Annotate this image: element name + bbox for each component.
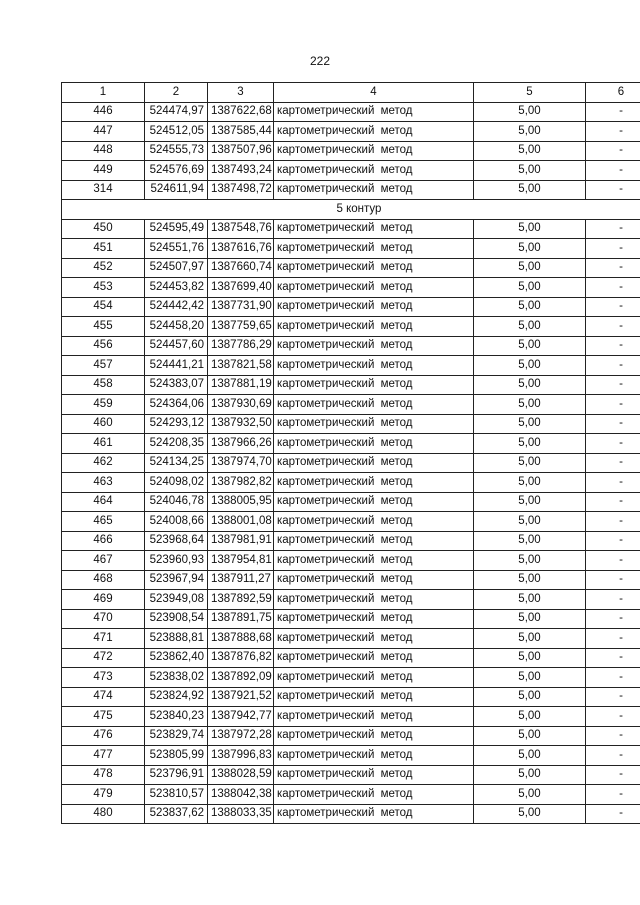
accuracy-cell: 5,00 bbox=[474, 512, 586, 532]
method-cell: картометрический метод bbox=[274, 668, 474, 688]
x-coordinate-cell: 523824,92 bbox=[145, 687, 208, 707]
table-row bbox=[62, 161, 640, 181]
accuracy-cell: 5,00 bbox=[474, 395, 586, 415]
point-number-cell: 459 bbox=[62, 395, 145, 415]
note-cell: - bbox=[586, 161, 640, 181]
accuracy-cell: 5,00 bbox=[474, 804, 586, 824]
x-coordinate-cell: 524611,94 bbox=[145, 180, 208, 200]
method-cell: картометрический метод bbox=[274, 648, 474, 668]
table-row bbox=[62, 122, 640, 142]
x-coordinate-cell: 524383,07 bbox=[145, 375, 208, 395]
x-coordinate-cell: 524576,69 bbox=[145, 161, 208, 181]
table-row bbox=[62, 531, 640, 551]
accuracy-cell: 5,00 bbox=[474, 551, 586, 571]
y-coordinate-cell: 1387660,74 bbox=[208, 258, 274, 278]
note-cell: - bbox=[586, 570, 640, 590]
table-row bbox=[62, 551, 640, 571]
point-number-cell: 477 bbox=[62, 746, 145, 766]
accuracy-cell: 5,00 bbox=[474, 668, 586, 688]
method-cell: картометрический метод bbox=[274, 707, 474, 727]
accuracy-cell: 5,00 bbox=[474, 648, 586, 668]
method-cell: картометрический метод bbox=[274, 746, 474, 766]
accuracy-cell: 5,00 bbox=[474, 746, 586, 766]
table-row bbox=[62, 434, 640, 454]
method-cell: картометрический метод bbox=[274, 122, 474, 142]
note-cell: - bbox=[586, 590, 640, 610]
y-coordinate-cell: 1387981,91 bbox=[208, 531, 274, 551]
x-coordinate-cell: 523949,08 bbox=[145, 590, 208, 610]
note-cell: - bbox=[586, 648, 640, 668]
y-coordinate-cell: 1387507,96 bbox=[208, 141, 274, 161]
table-row bbox=[62, 453, 640, 473]
accuracy-cell: 5,00 bbox=[474, 258, 586, 278]
method-cell: картометрический метод bbox=[274, 239, 474, 259]
y-coordinate-cell: 1387548,76 bbox=[208, 219, 274, 239]
note-cell: - bbox=[586, 765, 640, 785]
method-cell: картометрический метод bbox=[274, 687, 474, 707]
y-coordinate-cell: 1387888,68 bbox=[208, 629, 274, 649]
note-cell: - bbox=[586, 122, 640, 142]
point-number-cell: 469 bbox=[62, 590, 145, 610]
x-coordinate-cell: 523829,74 bbox=[145, 726, 208, 746]
table-row bbox=[62, 765, 640, 785]
method-cell: картометрический метод bbox=[274, 785, 474, 805]
note-cell: - bbox=[586, 531, 640, 551]
method-cell: картометрический метод bbox=[274, 278, 474, 298]
table-row bbox=[62, 395, 640, 415]
method-cell: картометрический метод bbox=[274, 492, 474, 512]
accuracy-cell: 5,00 bbox=[474, 629, 586, 649]
point-number-cell: 450 bbox=[62, 219, 145, 239]
point-number-cell: 468 bbox=[62, 570, 145, 590]
note-cell: - bbox=[586, 395, 640, 415]
method-cell: картометрический метод bbox=[274, 434, 474, 454]
x-coordinate-cell: 523810,57 bbox=[145, 785, 208, 805]
table-row bbox=[62, 180, 640, 200]
note-cell: - bbox=[586, 141, 640, 161]
x-coordinate-cell: 524442,42 bbox=[145, 297, 208, 317]
accuracy-cell: 5,00 bbox=[474, 590, 586, 610]
table-row bbox=[62, 297, 640, 317]
method-cell: картометрический метод bbox=[274, 590, 474, 610]
y-coordinate-cell: 1388001,08 bbox=[208, 512, 274, 532]
method-cell: картометрический метод bbox=[274, 531, 474, 551]
accuracy-cell: 5,00 bbox=[474, 609, 586, 629]
column-header-6: 6 bbox=[586, 83, 640, 103]
x-coordinate-cell: 524364,06 bbox=[145, 395, 208, 415]
note-cell: - bbox=[586, 356, 640, 376]
y-coordinate-cell: 1387622,68 bbox=[208, 102, 274, 122]
method-cell: картометрический метод bbox=[274, 258, 474, 278]
method-cell: картометрический метод bbox=[274, 414, 474, 434]
section-label: 5 контур bbox=[62, 200, 640, 220]
y-coordinate-cell: 1387954,81 bbox=[208, 551, 274, 571]
note-cell: - bbox=[586, 473, 640, 493]
column-header-2: 2 bbox=[145, 83, 208, 103]
table-row bbox=[62, 492, 640, 512]
note-cell: - bbox=[586, 278, 640, 298]
table-row bbox=[62, 512, 640, 532]
table-row bbox=[62, 726, 640, 746]
note-cell: - bbox=[586, 668, 640, 688]
x-coordinate-cell: 524555,73 bbox=[145, 141, 208, 161]
table-row bbox=[62, 239, 640, 259]
note-cell: - bbox=[586, 512, 640, 532]
table-row bbox=[62, 473, 640, 493]
x-coordinate-cell: 524474,97 bbox=[145, 102, 208, 122]
method-cell: картометрический метод bbox=[274, 356, 474, 376]
point-number-cell: 447 bbox=[62, 122, 145, 142]
page-number: 222 bbox=[309, 54, 331, 68]
y-coordinate-cell: 1387699,40 bbox=[208, 278, 274, 298]
note-cell: - bbox=[586, 785, 640, 805]
x-coordinate-cell: 524134,25 bbox=[145, 453, 208, 473]
point-number-cell: 449 bbox=[62, 161, 145, 181]
y-coordinate-cell: 1387585,44 bbox=[208, 122, 274, 142]
x-coordinate-cell: 523967,94 bbox=[145, 570, 208, 590]
x-coordinate-cell: 524293,12 bbox=[145, 414, 208, 434]
note-cell: - bbox=[586, 219, 640, 239]
note-cell: - bbox=[586, 336, 640, 356]
column-header-3: 3 bbox=[208, 83, 274, 103]
accuracy-cell: 5,00 bbox=[474, 278, 586, 298]
method-cell: картометрический метод bbox=[274, 570, 474, 590]
point-number-cell: 461 bbox=[62, 434, 145, 454]
accuracy-cell: 5,00 bbox=[474, 219, 586, 239]
point-number-cell: 473 bbox=[62, 668, 145, 688]
y-coordinate-cell: 1388033,35 bbox=[208, 804, 274, 824]
y-coordinate-cell: 1387942,77 bbox=[208, 707, 274, 727]
method-cell: картометрический метод bbox=[274, 473, 474, 493]
note-cell: - bbox=[586, 258, 640, 278]
accuracy-cell: 5,00 bbox=[474, 765, 586, 785]
y-coordinate-cell: 1387498,72 bbox=[208, 180, 274, 200]
note-cell: - bbox=[586, 180, 640, 200]
method-cell: картометрический метод bbox=[274, 551, 474, 571]
method-cell: картометрический метод bbox=[274, 375, 474, 395]
table-row bbox=[62, 629, 640, 649]
accuracy-cell: 5,00 bbox=[474, 161, 586, 181]
point-number-cell: 455 bbox=[62, 317, 145, 337]
table-row bbox=[62, 570, 640, 590]
y-coordinate-cell: 1388028,59 bbox=[208, 765, 274, 785]
note-cell: - bbox=[586, 102, 640, 122]
x-coordinate-cell: 523840,23 bbox=[145, 707, 208, 727]
method-cell: картометрический метод bbox=[274, 629, 474, 649]
point-number-cell: 446 bbox=[62, 102, 145, 122]
table-row bbox=[62, 317, 640, 337]
x-coordinate-cell: 523960,93 bbox=[145, 551, 208, 571]
note-cell: - bbox=[586, 375, 640, 395]
y-coordinate-cell: 1387759,65 bbox=[208, 317, 274, 337]
note-cell: - bbox=[586, 726, 640, 746]
point-number-cell: 472 bbox=[62, 648, 145, 668]
y-coordinate-cell: 1387930,69 bbox=[208, 395, 274, 415]
coordinates-table bbox=[61, 82, 640, 824]
y-coordinate-cell: 1387974,70 bbox=[208, 453, 274, 473]
table-row bbox=[62, 141, 640, 161]
method-cell: картометрический метод bbox=[274, 804, 474, 824]
table-row bbox=[62, 648, 640, 668]
note-cell: - bbox=[586, 492, 640, 512]
note-cell: - bbox=[586, 434, 640, 454]
accuracy-cell: 5,00 bbox=[474, 785, 586, 805]
y-coordinate-cell: 1387982,82 bbox=[208, 473, 274, 493]
method-cell: картометрический метод bbox=[274, 102, 474, 122]
x-coordinate-cell: 523968,64 bbox=[145, 531, 208, 551]
accuracy-cell: 5,00 bbox=[474, 434, 586, 454]
method-cell: картометрический метод bbox=[274, 453, 474, 473]
method-cell: картометрический метод bbox=[274, 317, 474, 337]
point-number-cell: 460 bbox=[62, 414, 145, 434]
point-number-cell: 454 bbox=[62, 297, 145, 317]
y-coordinate-cell: 1387891,75 bbox=[208, 609, 274, 629]
y-coordinate-cell: 1387972,28 bbox=[208, 726, 274, 746]
accuracy-cell: 5,00 bbox=[474, 473, 586, 493]
column-header-5: 5 bbox=[474, 83, 586, 103]
accuracy-cell: 5,00 bbox=[474, 453, 586, 473]
column-header-4: 4 bbox=[274, 83, 474, 103]
table-row bbox=[62, 219, 640, 239]
y-coordinate-cell: 1387892,09 bbox=[208, 668, 274, 688]
point-number-cell: 470 bbox=[62, 609, 145, 629]
y-coordinate-cell: 1387876,82 bbox=[208, 648, 274, 668]
accuracy-cell: 5,00 bbox=[474, 317, 586, 337]
note-cell: - bbox=[586, 746, 640, 766]
table-row bbox=[62, 590, 640, 610]
accuracy-cell: 5,00 bbox=[474, 356, 586, 376]
note-cell: - bbox=[586, 687, 640, 707]
table-row bbox=[62, 609, 640, 629]
accuracy-cell: 5,00 bbox=[474, 707, 586, 727]
point-number-cell: 451 bbox=[62, 239, 145, 259]
method-cell: картометрический метод bbox=[274, 726, 474, 746]
y-coordinate-cell: 1388005,95 bbox=[208, 492, 274, 512]
point-number-cell: 463 bbox=[62, 473, 145, 493]
point-number-cell: 476 bbox=[62, 726, 145, 746]
y-coordinate-cell: 1387932,50 bbox=[208, 414, 274, 434]
accuracy-cell: 5,00 bbox=[474, 297, 586, 317]
y-coordinate-cell: 1387616,76 bbox=[208, 239, 274, 259]
x-coordinate-cell: 524098,02 bbox=[145, 473, 208, 493]
point-number-cell: 480 bbox=[62, 804, 145, 824]
coordinates-table-body bbox=[62, 83, 640, 824]
x-coordinate-cell: 524507,97 bbox=[145, 258, 208, 278]
y-coordinate-cell: 1387881,19 bbox=[208, 375, 274, 395]
accuracy-cell: 5,00 bbox=[474, 492, 586, 512]
y-coordinate-cell: 1387731,90 bbox=[208, 297, 274, 317]
x-coordinate-cell: 523805,99 bbox=[145, 746, 208, 766]
method-cell: картометрический метод bbox=[274, 395, 474, 415]
accuracy-cell: 5,00 bbox=[474, 336, 586, 356]
accuracy-cell: 5,00 bbox=[474, 102, 586, 122]
point-number-cell: 456 bbox=[62, 336, 145, 356]
table-row bbox=[62, 258, 640, 278]
table-header-row bbox=[62, 83, 640, 103]
method-cell: картометрический метод bbox=[274, 161, 474, 181]
table-row bbox=[62, 336, 640, 356]
table-row bbox=[62, 414, 640, 434]
note-cell: - bbox=[586, 317, 640, 337]
accuracy-cell: 5,00 bbox=[474, 141, 586, 161]
accuracy-cell: 5,00 bbox=[474, 239, 586, 259]
table-row bbox=[62, 356, 640, 376]
table-row bbox=[62, 804, 640, 824]
point-number-cell: 467 bbox=[62, 551, 145, 571]
point-number-cell: 458 bbox=[62, 375, 145, 395]
x-coordinate-cell: 524457,60 bbox=[145, 336, 208, 356]
accuracy-cell: 5,00 bbox=[474, 531, 586, 551]
x-coordinate-cell: 524551,76 bbox=[145, 239, 208, 259]
table-row bbox=[62, 707, 640, 727]
accuracy-cell: 5,00 bbox=[474, 180, 586, 200]
x-coordinate-cell: 524595,49 bbox=[145, 219, 208, 239]
note-cell: - bbox=[586, 551, 640, 571]
y-coordinate-cell: 1387996,83 bbox=[208, 746, 274, 766]
method-cell: картометрический метод bbox=[274, 141, 474, 161]
y-coordinate-cell: 1387892,59 bbox=[208, 590, 274, 610]
y-coordinate-cell: 1387821,58 bbox=[208, 356, 274, 376]
x-coordinate-cell: 523908,54 bbox=[145, 609, 208, 629]
point-number-cell: 478 bbox=[62, 765, 145, 785]
column-header-1: 1 bbox=[62, 83, 145, 103]
x-coordinate-cell: 523796,91 bbox=[145, 765, 208, 785]
note-cell: - bbox=[586, 297, 640, 317]
point-number-cell: 453 bbox=[62, 278, 145, 298]
y-coordinate-cell: 1387786,29 bbox=[208, 336, 274, 356]
method-cell: картометрический метод bbox=[274, 512, 474, 532]
note-cell: - bbox=[586, 414, 640, 434]
method-cell: картометрический метод bbox=[274, 219, 474, 239]
method-cell: картометрический метод bbox=[274, 336, 474, 356]
x-coordinate-cell: 524046,78 bbox=[145, 492, 208, 512]
method-cell: картометрический метод bbox=[274, 765, 474, 785]
point-number-cell: 479 bbox=[62, 785, 145, 805]
point-number-cell: 452 bbox=[62, 258, 145, 278]
note-cell: - bbox=[586, 707, 640, 727]
note-cell: - bbox=[586, 609, 640, 629]
point-number-cell: 466 bbox=[62, 531, 145, 551]
note-cell: - bbox=[586, 453, 640, 473]
accuracy-cell: 5,00 bbox=[474, 726, 586, 746]
point-number-cell: 474 bbox=[62, 687, 145, 707]
table-row bbox=[62, 278, 640, 298]
accuracy-cell: 5,00 bbox=[474, 570, 586, 590]
point-number-cell: 462 bbox=[62, 453, 145, 473]
table-row bbox=[62, 785, 640, 805]
y-coordinate-cell: 1387911,27 bbox=[208, 570, 274, 590]
y-coordinate-cell: 1387921,52 bbox=[208, 687, 274, 707]
x-coordinate-cell: 523837,62 bbox=[145, 804, 208, 824]
x-coordinate-cell: 524458,20 bbox=[145, 317, 208, 337]
point-number-cell: 475 bbox=[62, 707, 145, 727]
x-coordinate-cell: 524441,21 bbox=[145, 356, 208, 376]
table-row bbox=[62, 375, 640, 395]
accuracy-cell: 5,00 bbox=[474, 687, 586, 707]
table-row bbox=[62, 687, 640, 707]
point-number-cell: 464 bbox=[62, 492, 145, 512]
table-row bbox=[62, 746, 640, 766]
y-coordinate-cell: 1388042,38 bbox=[208, 785, 274, 805]
note-cell: - bbox=[586, 804, 640, 824]
method-cell: картометрический метод bbox=[274, 297, 474, 317]
table-row bbox=[62, 668, 640, 688]
table-row bbox=[62, 102, 640, 122]
y-coordinate-cell: 1387493,24 bbox=[208, 161, 274, 181]
note-cell: - bbox=[586, 629, 640, 649]
accuracy-cell: 5,00 bbox=[474, 122, 586, 142]
x-coordinate-cell: 524008,66 bbox=[145, 512, 208, 532]
point-number-cell: 471 bbox=[62, 629, 145, 649]
x-coordinate-cell: 524208,35 bbox=[145, 434, 208, 454]
point-number-cell: 457 bbox=[62, 356, 145, 376]
method-cell: картометрический метод bbox=[274, 180, 474, 200]
x-coordinate-cell: 523838,02 bbox=[145, 668, 208, 688]
x-coordinate-cell: 523862,40 bbox=[145, 648, 208, 668]
x-coordinate-cell: 523888,81 bbox=[145, 629, 208, 649]
note-cell: - bbox=[586, 239, 640, 259]
point-number-cell: 465 bbox=[62, 512, 145, 532]
accuracy-cell: 5,00 bbox=[474, 375, 586, 395]
y-coordinate-cell: 1387966,26 bbox=[208, 434, 274, 454]
point-number-cell: 314 bbox=[62, 180, 145, 200]
x-coordinate-cell: 524512,05 bbox=[145, 122, 208, 142]
x-coordinate-cell: 524453,82 bbox=[145, 278, 208, 298]
method-cell: картометрический метод bbox=[274, 609, 474, 629]
accuracy-cell: 5,00 bbox=[474, 414, 586, 434]
section-row bbox=[62, 200, 640, 220]
point-number-cell: 448 bbox=[62, 141, 145, 161]
